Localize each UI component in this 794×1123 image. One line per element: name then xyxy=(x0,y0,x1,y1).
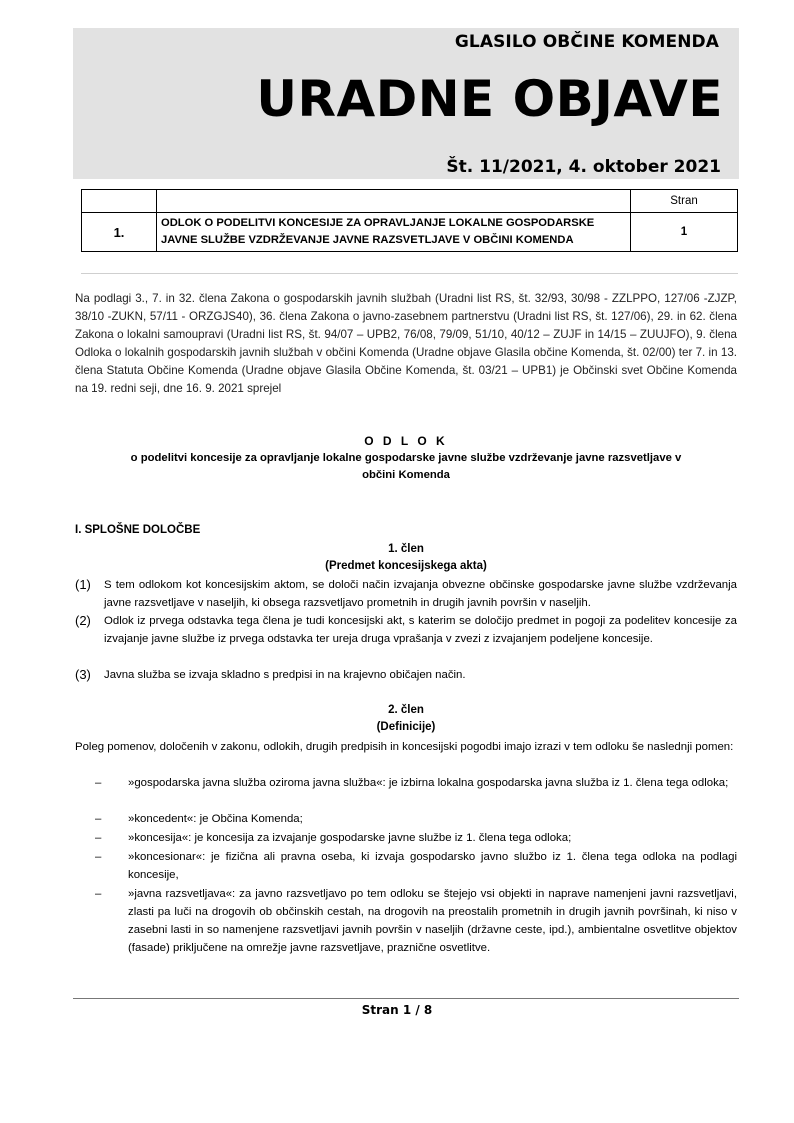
article-heading xyxy=(75,541,737,575)
article-title: (Definicije) xyxy=(376,721,436,733)
contents-header-row xyxy=(82,190,738,213)
definition-item xyxy=(75,774,737,792)
decree-heading: O D L O K xyxy=(364,434,448,448)
paragraph xyxy=(75,666,737,684)
contents-header-page: Stran xyxy=(631,190,738,213)
decree-title-block xyxy=(75,433,737,484)
paragraph-text: Odlok iz prvega odstavka tega člena je tudi koncesijski akt, s katerim se določijo predmet in pogoji za podelitev koncesije za izvajanje javne službe iz prvega odstavka ter ureja druga vprašanja v zvezi z izvajanjem podeljene koncesije. xyxy=(104,615,737,645)
publication-name: GLASILO OBČINE KOMENDA xyxy=(454,32,719,52)
list-dash: – xyxy=(95,813,102,825)
contents-row[interactable] xyxy=(82,213,738,252)
decree-subtitle-line: o podelitvi koncesije za opravljanje lokalne gospodarske javne službe vzdrževanje javne razsvetljave v xyxy=(130,452,682,464)
contents-table xyxy=(81,189,738,252)
page-title: URADNE OBJAVE xyxy=(256,70,723,128)
article-title: (Predmet koncesijskega akta) xyxy=(325,560,487,572)
list-dash: – xyxy=(95,888,102,900)
definition-item xyxy=(75,810,737,828)
contents-item-number: 1. xyxy=(82,213,157,252)
paragraph-number: (1) xyxy=(75,577,91,592)
definition-item xyxy=(75,829,737,847)
definition-text: »koncesionar«: je fizična ali pravna oseba, ki izvaja gospodarsko javno službo iz 1. člena tega odloka na podlagi koncesije, xyxy=(128,851,737,881)
list-dash: – xyxy=(95,832,102,844)
divider xyxy=(81,273,738,274)
paragraph-text: Javna služba se izvaja skladno s predpisi in na krajevno običajen način. xyxy=(104,669,466,681)
definition-text: »koncesija«: je koncesija za izvajanje gospodarske javne službe iz 1. člena tega odloka; xyxy=(128,832,572,844)
list-dash: – xyxy=(95,777,102,789)
contents-item-title[interactable]: ODLOK O PODELITVI KONCESIJE ZA OPRAVLJANJE LOKALNE GOSPODARSKE JAVNE SLUŽBE VZDRŽEVANJE JAVNE RAZSVETLJAVE V OBČINI KOMENDA xyxy=(157,213,631,252)
decree-subtitle-line: občini Komenda xyxy=(362,469,450,481)
masthead xyxy=(73,28,739,179)
paragraph-text: S tem odlokom kot koncesijskim aktom, se določi način izvajanja obvezne občinske gospodarske javne službe vzdrževanja javne razsvetljave v naseljih, ki obsega razsvetljavo prometnih in drugih javnih površin v naseljih. xyxy=(104,579,737,609)
section-heading: I. SPLOŠNE DOLOČBE xyxy=(75,524,201,536)
contents-header-blank xyxy=(82,190,157,213)
preamble-text: Na podlagi 3., 7. in 32. člena Zakona o gospodarskih javnih službah (Uradni list RS, št. 32/93, 30/98 - ZZLPPO, 127/06 -ZJZP, 38/10 -ZUKN, 57/11 - ORZGJS40), 36. člena Zakona o javno-zasebnem partnerstvu (Uradni list RS, št. 127/06), 29. in 62. člena Zakona o lokalni samoupravi (Uradni list RS, št. 94/07 – UPB2, 76/08, 79/09, 51/10, 40/12 – ZUJF in 14/15 – ZUUJFO), 9. člena Odloka o lokalnih gospodarskih javnih službah v občini Komenda (Uradne objave Glasila občine Komenda, št. 02/00) ter 7. in 13. člena Statuta Občine Komenda (Uradne objave Glasila Občine Komenda, št. 03/21 – UPB1) je Občinski svet Občine Komenda na 19. redni seji, dne 16. 9. 2021 sprejel xyxy=(75,292,737,395)
article-number: 1. člen xyxy=(388,543,424,555)
definition-text: »javna razsvetljava«: za javno razsvetljavo po tem odloku se štejejo vsi objekti in naprave namenjeni javni razsvetljavi, zlasti pa luči na drogovih ob občinskih cestah, na drogovih na preostalih prometnih in drugih javnih površinah, ki niso v zasebni lasti in so namenjene razsvetljavi javnih površin v naseljih (državne ceste, ipd.), ambientalne osvetlitve objektov (fasade) priključene na omrežje javne razsvetljave, praznične osvetlitve. xyxy=(128,888,737,954)
paragraph xyxy=(75,612,737,648)
paragraph-number: (3) xyxy=(75,667,91,682)
article-heading xyxy=(75,702,737,736)
list-dash: – xyxy=(95,851,102,863)
definition-text: »gospodarska javna služba oziroma javna služba«: je izbirna lokalna gospodarska javna služba iz 1. člena tega odloka; xyxy=(128,777,729,789)
contents-item-page: 1 xyxy=(631,213,738,252)
footer-divider xyxy=(73,998,739,999)
article-number: 2. člen xyxy=(388,704,424,716)
article-intro: Poleg pomenov, določenih v zakonu, odlokih, drugih predpisih in koncesijski pogodbi imajo izrazi v tem odloku še naslednji pomen: xyxy=(75,741,734,753)
paragraph-number: (2) xyxy=(75,613,91,628)
issue-info: Št. 11/2021, 4. oktober 2021 xyxy=(446,157,721,177)
page-number: Stran 1 / 8 xyxy=(361,1003,433,1017)
definition-item xyxy=(75,848,737,884)
paragraph xyxy=(75,576,737,612)
contents-header-blank xyxy=(157,190,631,213)
definition-item xyxy=(75,885,737,957)
definition-text: »koncedent«: je Občina Komenda; xyxy=(128,813,303,825)
